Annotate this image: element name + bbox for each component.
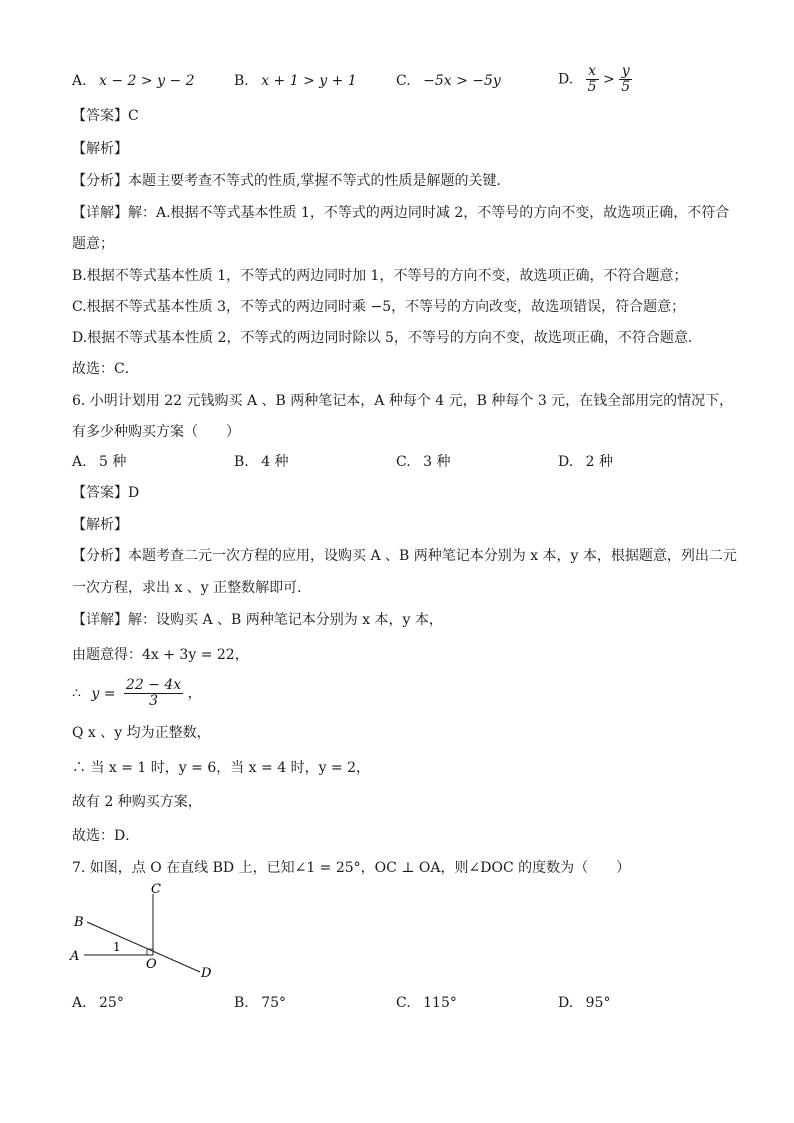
option-letter: A. xyxy=(72,995,87,1011)
q5-option-c xyxy=(396,71,501,91)
option-letter: D. xyxy=(558,995,574,1011)
q6-stem-line-2: 有多少种购买方案（ ） xyxy=(72,424,240,440)
option-text: 75° xyxy=(261,995,287,1011)
q5-detail-d: D.根据不等式基本性质 2，不等式的两边同时除以 5，不等号的方向不变，故选项正确，不符合题意． xyxy=(72,330,702,346)
option-letter: B. xyxy=(234,454,249,470)
q6-option-d xyxy=(558,452,613,472)
q5-detail-b: B.根据不等式基本性质 1，不等式的两边同时加 1，不等号的方向不变，故选项正确，不符合题意； xyxy=(72,268,688,284)
line-bd xyxy=(87,922,200,972)
option-letter: A. xyxy=(72,73,87,89)
q7-option-b xyxy=(234,993,286,1013)
fraction-denominator: 5 xyxy=(587,79,597,95)
option-letter: A. xyxy=(72,454,87,470)
q6-fenxi-line-2: 一次方程，求出 x 、y 正整数解即可． xyxy=(72,580,312,596)
option-letter: C. xyxy=(396,454,411,470)
therefore-symbol: ∴ xyxy=(72,685,81,702)
option-text: 4 种 xyxy=(261,454,289,470)
option-letter: C. xyxy=(396,73,411,89)
q6-detail-line-1: 【详解】解：设购买 A 、B 两种笔记本分别为 x 本，y 本， xyxy=(72,612,443,628)
q6-analysis-heading: 【解析】 xyxy=(72,517,128,533)
fraction-denominator: 5 xyxy=(621,79,631,95)
option-letter: D. xyxy=(558,454,574,470)
fraction-numerator: x xyxy=(586,64,599,80)
q6-fenxi-line-1: 【分析】本题考查二元一次方程的应用，设购买 A 、B 两种笔记本分别为 x 本，y 本，根据题意，列出二元 xyxy=(72,548,737,564)
q7-option-c xyxy=(396,993,457,1013)
q6-detail-integers: Q x 、y 均为正整数， xyxy=(72,725,211,741)
fraction-y-over-5 xyxy=(619,64,632,95)
q5-detail-line-1: 【详解】解：A.根据不等式基本性质 1，不等式的两边同时减 2，不等号的方向不变，故选项正确，不符合 xyxy=(72,205,730,221)
q6-option-a xyxy=(72,452,126,472)
q6-option-b xyxy=(234,452,289,472)
q7-option-d xyxy=(558,993,610,1013)
greater-than-sign: > xyxy=(603,71,615,88)
q6-option-c xyxy=(396,452,450,472)
option-expression: x − 2 > y − 2 xyxy=(99,73,195,89)
option-text: 95° xyxy=(585,995,611,1011)
q6-y-fraction-line xyxy=(72,678,202,709)
q5-answer: 【答案】C xyxy=(72,108,139,124)
option-text: 2 种 xyxy=(585,454,613,470)
q6-answer: 【答案】D xyxy=(72,485,140,501)
fraction-denominator: 3 xyxy=(149,693,158,709)
label-c: C xyxy=(151,882,161,897)
option-text: 3 种 xyxy=(423,454,451,470)
q6-detail-solutions: ∴ 当 x = 1 时，y = 6，当 x = 4 时，y = 2， xyxy=(72,760,371,776)
q5-option-d xyxy=(558,64,632,95)
q6-stem-line-1: 6. 小明计划用 22 元钱购买 A 、B 两种笔记本，A 种每个 4 元，B 种每个 3 元，在钱全部用完的情况下， xyxy=(72,393,734,409)
q5-option-b xyxy=(234,71,357,91)
option-text: 25° xyxy=(99,995,124,1011)
q5-fenxi: 【分析】本题主要考查不等式的性质,掌握不等式的性质是解题的关键． xyxy=(72,173,511,189)
comma: ， xyxy=(187,685,202,702)
label-angle-1: 1 xyxy=(113,940,121,954)
label-b: B xyxy=(74,915,84,930)
q5-option-a xyxy=(72,71,195,91)
option-text: 115° xyxy=(423,995,457,1011)
option-expression: x + 1 > y + 1 xyxy=(261,73,357,89)
label-a: A xyxy=(70,949,80,964)
option-text: 5 种 xyxy=(99,454,127,470)
q5-detail-line-2: 题意； xyxy=(72,236,114,252)
fraction-22-minus-4x-over-3 xyxy=(124,678,183,709)
q5-choose: 故选：C． xyxy=(72,361,139,377)
q6-choose: 故选：D． xyxy=(72,828,140,844)
q6-equation: 由题意得：4x + 3y = 22， xyxy=(72,647,249,663)
option-letter: B. xyxy=(234,73,249,89)
label-o: O xyxy=(146,957,157,972)
q7-geometry-figure xyxy=(62,880,232,990)
fraction-x-over-5 xyxy=(586,64,599,95)
y-equals: y = xyxy=(91,685,116,702)
q5-analysis-heading: 【解析】 xyxy=(72,141,128,157)
option-letter: D. xyxy=(558,71,574,88)
option-letter: C. xyxy=(396,995,411,1011)
fraction-numerator: 22 − 4x xyxy=(125,677,182,693)
fraction-numerator: y xyxy=(619,64,632,80)
option-letter: B. xyxy=(234,995,249,1011)
option-expression: −5x > −5y xyxy=(423,73,501,89)
q7-option-a xyxy=(72,993,124,1013)
q5-detail-c: C.根据不等式基本性质 3，不等式的两边同时乘 −5，不等号的方向改变，故选项错误，符合题意； xyxy=(72,299,686,315)
label-d: D xyxy=(201,966,212,981)
q6-detail-count: 故有 2 种购买方案， xyxy=(72,794,202,810)
q7-stem: 7. 如图，点 O 在直线 BD 上，已知∠1 = 25°，OC ⊥ OA，则∠DOC 的度数为（ ） xyxy=(72,860,631,876)
